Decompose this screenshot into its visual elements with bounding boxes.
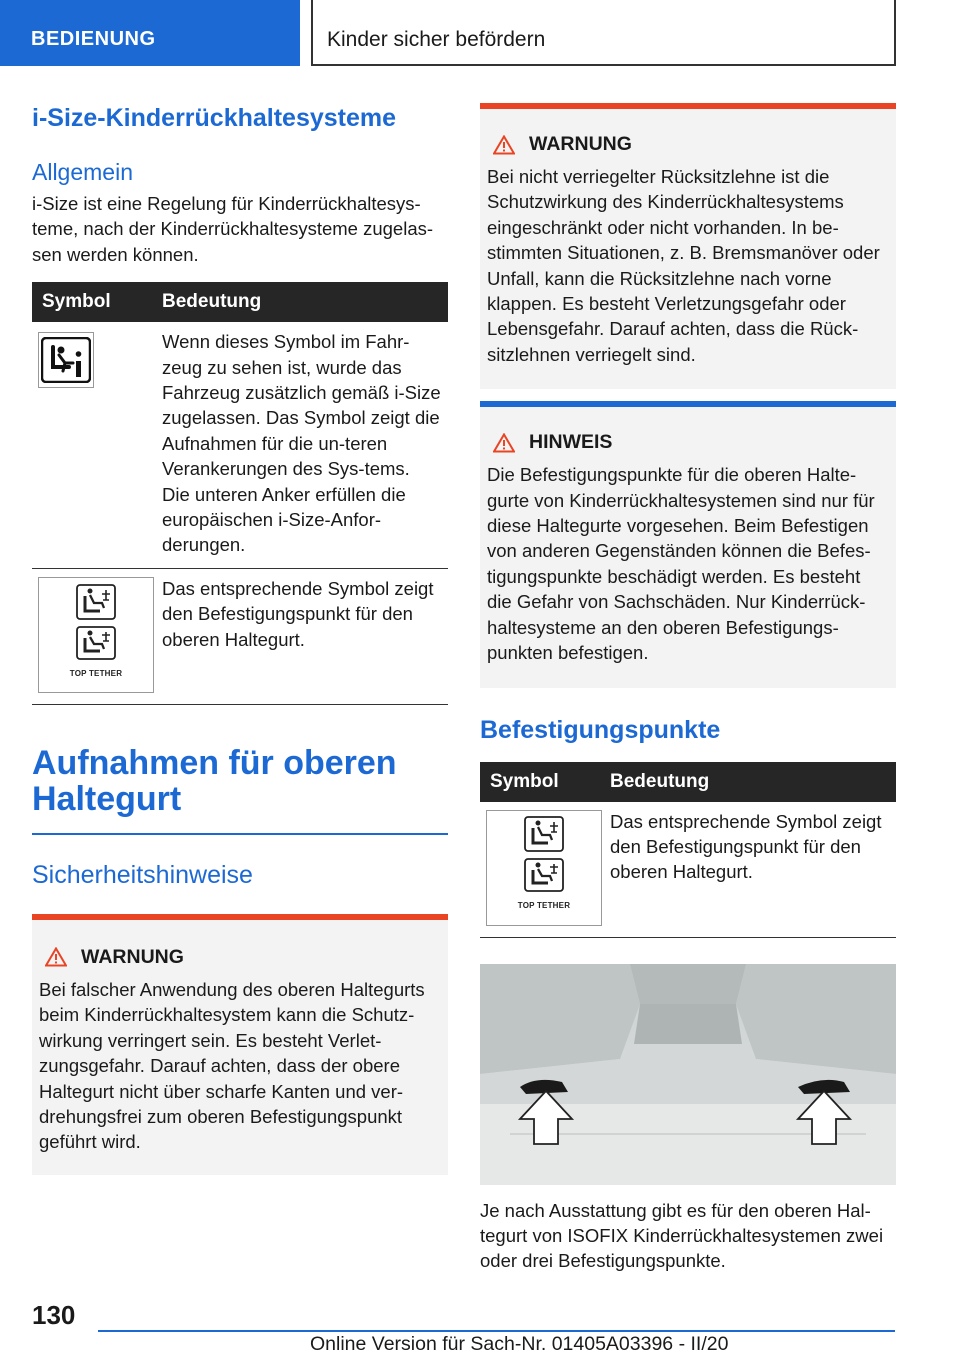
- tether-heading: Aufnahmen für oberen Haltegurt: [32, 743, 397, 818]
- top-tether-icon: [38, 577, 154, 693]
- table-row: [32, 322, 448, 568]
- warning-triangle-icon: [493, 135, 515, 155]
- warning-box: [480, 103, 896, 389]
- chapter-title: Kinder sicher befördern: [311, 0, 896, 66]
- col-symbol-header: Symbol: [480, 762, 602, 802]
- left-column: [32, 100, 448, 1175]
- tether-meaning-text: Das entsprechende Symbol zeigt den Befestigungspunkt für den oberen Haltegurt.: [154, 568, 448, 704]
- col-symbol-header: Symbol: [32, 282, 154, 322]
- points-symbol-table: [480, 762, 896, 938]
- isize-intro: i-Size ist eine Regelung für Kinderrückhaltesys-teme, nach der Kinderrückhaltesysteme zugelas-sen werden können.: [32, 193, 434, 265]
- table-header-row: [480, 762, 896, 802]
- heading-divider: [32, 833, 448, 835]
- top-tether-label: TOP TETHER: [69, 668, 123, 678]
- isize-child-seat-icon: [38, 332, 94, 388]
- hint-text: Die Befestigungspunkte für die oberen Halte-gurte von Kinderrückhaltesystemen sind nur für diese Haltegurte vorgesehen. Beim Befestigen von anderen Gegenständen können die Befes-tigungspunkte beschädigt werden. Es besteht die Gefahr von Sachschäden. Nur Kinderrück-haltesysteme an den oberen Befestigungs-punkten befestigen.: [487, 464, 875, 664]
- col-meaning-header: Bedeutung: [602, 762, 896, 802]
- hint-box: [480, 401, 896, 687]
- table-row: [32, 568, 448, 704]
- isize-symbol-table: [32, 282, 448, 705]
- points-heading: Befestigungspunkte: [480, 715, 721, 744]
- top-tether-label: TOP TETHER: [517, 901, 571, 911]
- warning-title: WARNUNG: [529, 133, 632, 155]
- hint-title: HINWEIS: [529, 431, 613, 454]
- safety-heading: Sicherheitshinweise: [32, 860, 253, 889]
- isize-heading: i-Size-Kinderrückhaltesysteme: [32, 104, 397, 132]
- warning-text: Bei nicht verriegelter Rücksitzlehne ist die Schutzwirkung des Kinderrückhaltesystems eingeschränkt oder nicht vorhanden. In be-stimmten Situationen, z. B. Bremsmanöver oder Unfall, kann die Rücksitzlehne nach vorne klappen. Es besteht Verletzungsgefahr oder Lebensgefahr. Darauf achten, dass die Rück-sitzlehnen verriegelt sind.: [487, 166, 880, 365]
- col-meaning-header: Bedeutung: [154, 282, 448, 322]
- table-row: [480, 802, 896, 938]
- warning-title: WARNUNG: [81, 945, 184, 968]
- warning-triangle-icon: [493, 433, 515, 453]
- isize-subheading: Allgemein: [32, 159, 133, 185]
- footer-divider: [98, 1330, 895, 1332]
- page-header: [0, 0, 960, 66]
- warning-text: Bei falscher Anwendung des oberen Haltegurts beim Kinderrückhaltesystem kann die Schutz-wirkung verringert sein. Es besteht Verlet-zungsgefahr. Darauf achten, dass der obere Haltegurt nicht über scharfe Kanten und ver-drehungsfrei zum oberen Befestigungspunkt geführt wird.: [39, 978, 425, 1153]
- warning-triangle-icon: [45, 947, 67, 967]
- photo-caption: Je nach Ausstattung gibt es für den oberen Hal-tegurt von ISOFIX Kinderrückhaltesystemen zwei oder drei Befestigungspunkte.: [480, 1199, 884, 1272]
- section-tab: BEDIENUNG: [0, 0, 300, 66]
- isize-meaning-text: Wenn dieses Symbol im Fahr-zeug zu sehen ist, wurde das Fahrzeug zusätzlich gemäß i-Size zugelassen. Das Symbol zeigt die Aufnahmen für die un-teren Verankerungen des Sys-tems. Die unteren Anker erfüllen die europäischen i-Size-Anfor-derungen.: [154, 322, 448, 568]
- top-tether-icon: [486, 810, 602, 926]
- right-column: [480, 103, 896, 1274]
- page-number: 130: [32, 1300, 76, 1330]
- rear-seat-photo: [480, 964, 896, 1185]
- footer-version-text: Online Version für Sach-Nr. 01405A03396 - II/20: [310, 1333, 729, 1355]
- warning-box: [32, 914, 448, 1175]
- table-header-row: [32, 282, 448, 322]
- tether-meaning-text: Das entsprechende Symbol zeigt den Befestigungspunkt für den oberen Haltegurt.: [602, 802, 896, 938]
